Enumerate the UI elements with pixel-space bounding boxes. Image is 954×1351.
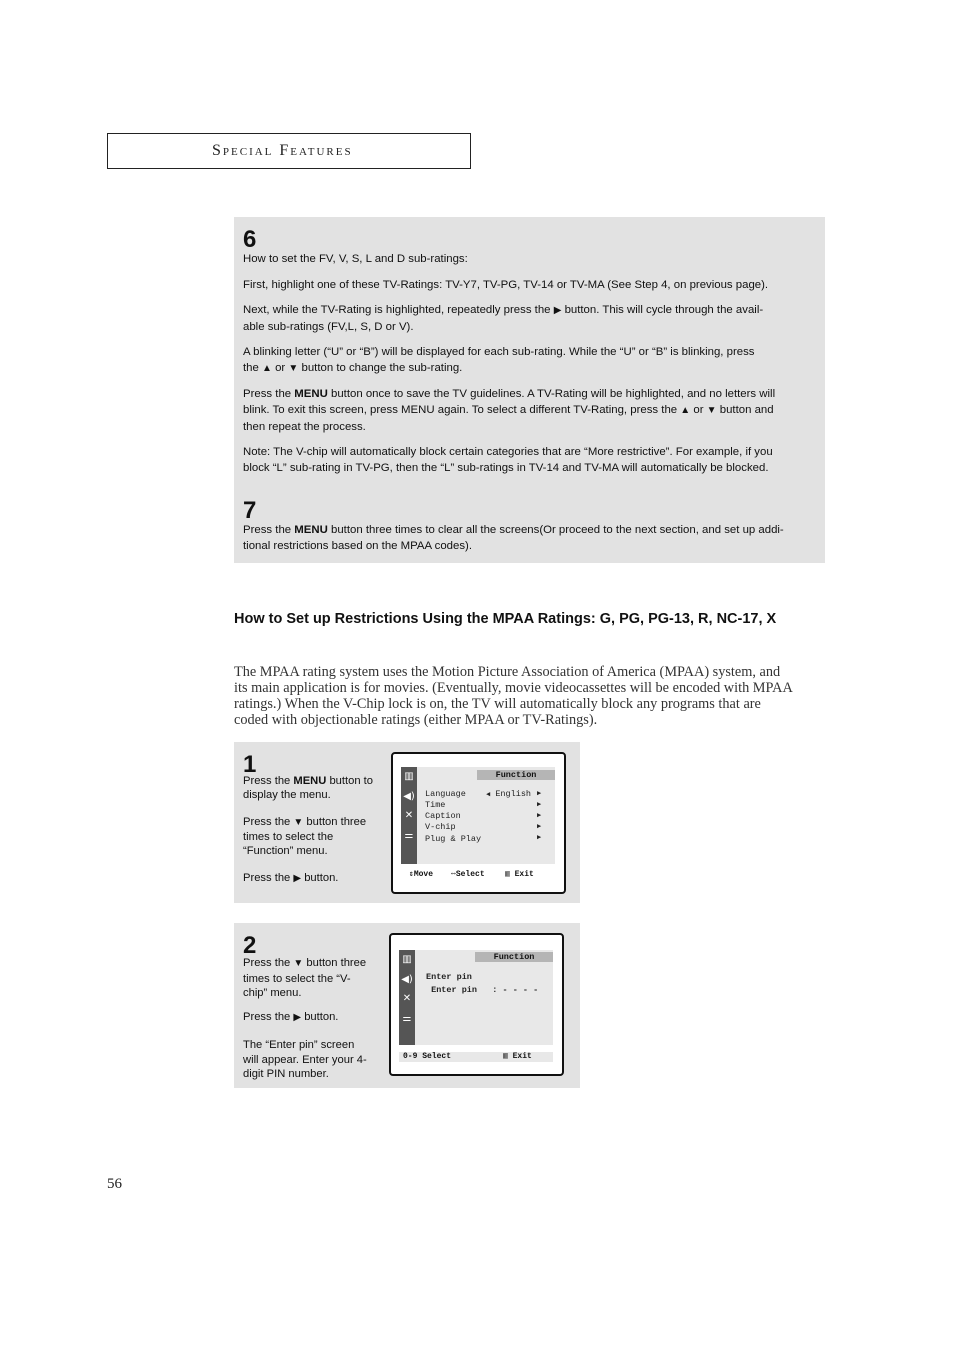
up-arrow-icon: ▲ (680, 405, 691, 416)
step-6-p3: Next, while the TV-Rating is highlighted, repeatedly press the ▶ button. This will cycle through the avail- able sub-ratings (FV,L, S, D or V). (243, 304, 764, 333)
step-6-p6: Note: The V-chip will automatically block certain categories that are “More restrictive”. For example, if you block “L” sub-rating in TV-PG, then the “L” sub-ratings in TV-14 and TV-MA will automatically be blocked. (243, 446, 773, 474)
function-icon: ⚌ (404, 830, 414, 841)
pin-title-bar: Function (475, 952, 553, 962)
pin-bottom-bar: 0-9 Select ▥ Exit (399, 1052, 553, 1062)
step-7-text: Press the MENU button three times to clear all the screens(Or proceed to the next section, and set up addi- tional restrictions based on the MPAA codes). (243, 524, 784, 552)
channel-icon: ✕ (402, 993, 412, 1004)
channel-icon: ✕ (404, 810, 414, 821)
pin-line-1: Enter pin (426, 972, 472, 982)
step-6-p2: First, highlight one of these TV-Ratings: TV-Y7, TV-PG, TV-14 or TV-MA (See Step 4, on previous page). (243, 279, 769, 291)
menu-sidebar (401, 767, 417, 864)
tv-screen-enter-pin (389, 933, 564, 1076)
step-6-p1: How to set the FV, V, S, L and D sub-ratings: (243, 253, 468, 265)
section-intro: The MPAA rating system uses the Motion Picture Association of America (MPAA) system, and its main application is for movies. (Eventually, movie videocassettes will be encoded with MPAA ratings.) When the V-Chip lock is on, the TV will automatically block any programs that are coded with objectionable ratings (either MPAA or TV-Ratings). (234, 664, 793, 728)
page-number: 56 (107, 1176, 122, 1192)
menu-item-language-value: ◀ English (486, 789, 532, 799)
step-2-text: Press the ▼ button three times to select the “V- chip” menu. Press the ▶ button. The “Enter pin” screen will appear. Enter your 4- digit PIN number. (243, 957, 367, 1080)
pin-panel (399, 950, 553, 1045)
sound-icon: ◀) (403, 791, 415, 802)
menu-item-time: Time (425, 800, 446, 810)
step-6-number: 6 (243, 226, 257, 253)
right-arrow-icon: ▶ (293, 1011, 302, 1023)
right-arrow-icon: ▶ (293, 873, 302, 884)
step-6-text (243, 251, 803, 476)
step-2-number: 2 (243, 932, 257, 959)
menu-item-plug-play: Plug & Play (425, 834, 482, 844)
menu-title-bar: Function (477, 770, 555, 780)
step-6-p4: A blinking letter (“U” or “B”) will be displayed for each sub-rating. While the “U” or “B” is blinking, press the ▲ or ▼ button to change the sub-rating. (243, 346, 755, 374)
function-icon: ⚌ (402, 1013, 412, 1024)
tv-screen-function-menu (391, 752, 566, 894)
menu-item-caption: Caption (425, 811, 461, 821)
step-1-text: Press the MENU button to display the menu. Press the ▼ button three times to select the “Function” menu. Press the ▶ button. (243, 775, 373, 884)
right-arrow-icon: ▶ (553, 305, 562, 316)
down-arrow-icon: ▼ (706, 405, 717, 416)
step-1-number: 1 (243, 751, 257, 778)
menu-item-language: Language (425, 789, 466, 799)
sound-icon: ◀) (401, 974, 413, 985)
menu-bottom-bar: ⇕Move ⇔Select ▥ Exit (401, 870, 555, 880)
section-header-title: Special Features (212, 142, 353, 159)
down-arrow-icon: ▼ (293, 958, 304, 969)
down-arrow-icon: ▼ (288, 363, 299, 374)
picture-icon: ▥ (402, 954, 412, 965)
step-7-number: 7 (243, 497, 257, 524)
section-title: How to Set up Restrictions Using the MPAA Ratings: G, PG, PG-13, R, NC-17, X (234, 611, 777, 627)
pin-sidebar (399, 950, 415, 1045)
picture-icon: ▥ (404, 771, 414, 782)
menu-arrows: ▶ ▶ ▶ ▶ ▶ (537, 790, 542, 842)
pin-line-2: Enter pin : - - - - (426, 985, 539, 995)
step-6-p5: Press the MENU button once to save the TV guidelines. A TV-Rating will be highlighted, and no letters will blink. To exit this screen, press MENU again. To select a different TV-Rating, press the ▲ or ▼ button and then repeat the process. (243, 388, 776, 433)
up-arrow-icon: ▲ (262, 363, 272, 374)
section-header-box (107, 133, 471, 169)
down-arrow-icon: ▼ (293, 817, 304, 828)
menu-item-vchip: V-chip (425, 822, 456, 832)
